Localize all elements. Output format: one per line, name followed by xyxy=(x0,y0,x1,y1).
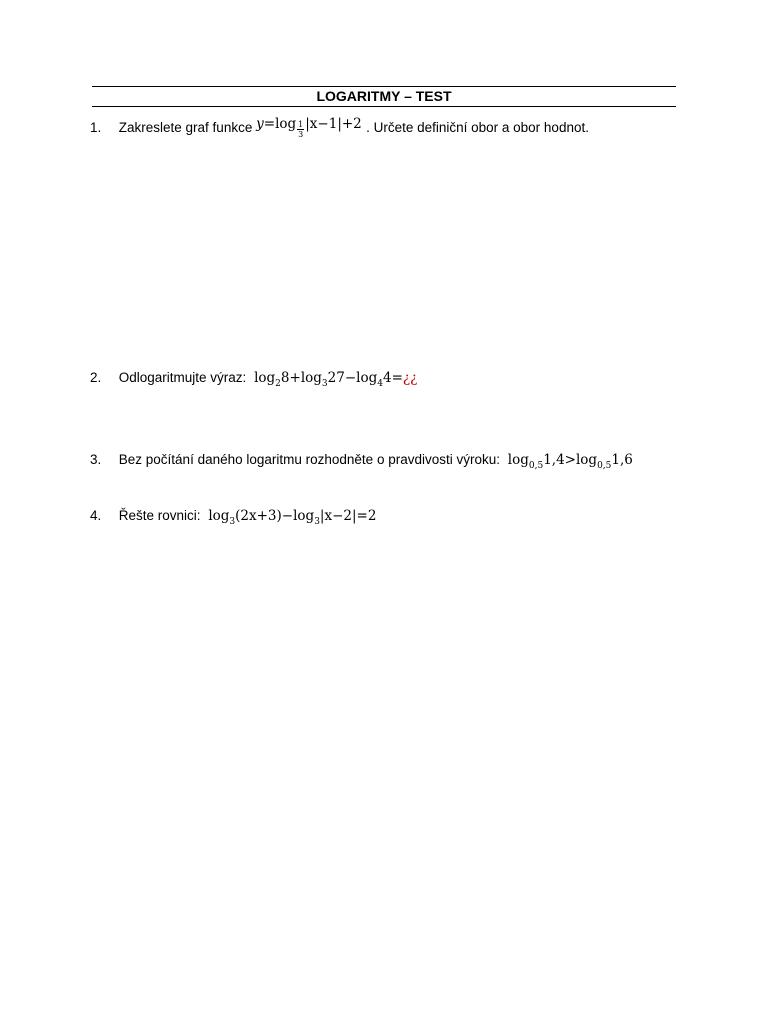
page-title: LOGARITMY – TEST xyxy=(316,88,452,104)
math-log: log xyxy=(356,370,378,386)
math-log: log xyxy=(208,508,230,524)
math-base: 0,5 xyxy=(528,461,544,471)
math-argument: 4 xyxy=(382,370,392,386)
math-log: log xyxy=(575,452,598,468)
fraction-denominator: 3 xyxy=(298,130,304,139)
math-argument: 1,4 xyxy=(543,452,565,468)
task-text: Odlogaritmujte výraz: xyxy=(118,370,247,385)
math-base: 2 xyxy=(275,379,281,389)
task-text: Bez počítání daného logaritmu rozhodněte o pravdivosti výroku: xyxy=(118,452,500,467)
task-3 xyxy=(90,452,633,471)
task-number: 3. xyxy=(90,452,102,467)
task-number: 1. xyxy=(90,120,102,135)
math-operator: − xyxy=(281,508,294,524)
task-2 xyxy=(90,370,418,389)
task-text: Zakreslete graf funkce xyxy=(118,120,253,135)
task-text: Řešte rovnici: xyxy=(118,508,201,523)
math-argument: 1,6 xyxy=(611,452,633,468)
task-1 xyxy=(90,116,589,143)
math-argument: |x−1| xyxy=(305,116,342,132)
math-log: log xyxy=(507,452,529,468)
task-4 xyxy=(90,508,377,527)
math-log: log xyxy=(300,370,322,386)
math-log: log xyxy=(275,116,297,132)
math-formula xyxy=(254,370,418,389)
math-fraction xyxy=(297,120,304,139)
math-operator: − xyxy=(344,370,357,386)
task-text-after: . Určete definiční obor a obor hodnot. xyxy=(366,120,589,135)
math-log: log xyxy=(254,370,276,386)
math-argument: (2x+3) xyxy=(235,508,282,524)
math-base: 3 xyxy=(229,517,236,527)
math-formula xyxy=(208,508,377,527)
fraction-numerator: 1 xyxy=(298,120,304,129)
math-log: log xyxy=(293,508,315,524)
math-eq: = xyxy=(356,508,368,524)
math-argument: |x−2| xyxy=(319,508,357,524)
task-number: 2. xyxy=(90,370,102,385)
math-rhs: 2 xyxy=(367,508,377,524)
task-number: 4. xyxy=(90,508,102,523)
math-formula xyxy=(256,116,366,139)
math-argument: 8 xyxy=(280,370,290,386)
math-var: y xyxy=(256,116,264,132)
math-base: 0,5 xyxy=(597,461,612,471)
math-eq: = xyxy=(263,116,276,132)
math-base: 4 xyxy=(377,379,383,389)
title-block xyxy=(92,86,676,107)
math-eq: = xyxy=(391,370,403,386)
math-base: 3 xyxy=(314,517,320,527)
math-argument: 27 xyxy=(327,370,345,386)
math-rest: +2 xyxy=(341,116,362,132)
math-operator: + xyxy=(289,370,301,386)
math-base: 3 xyxy=(321,379,328,389)
math-relation: > xyxy=(564,452,576,468)
answer-placeholder: ¿¿ xyxy=(402,370,418,386)
math-formula xyxy=(507,452,633,471)
